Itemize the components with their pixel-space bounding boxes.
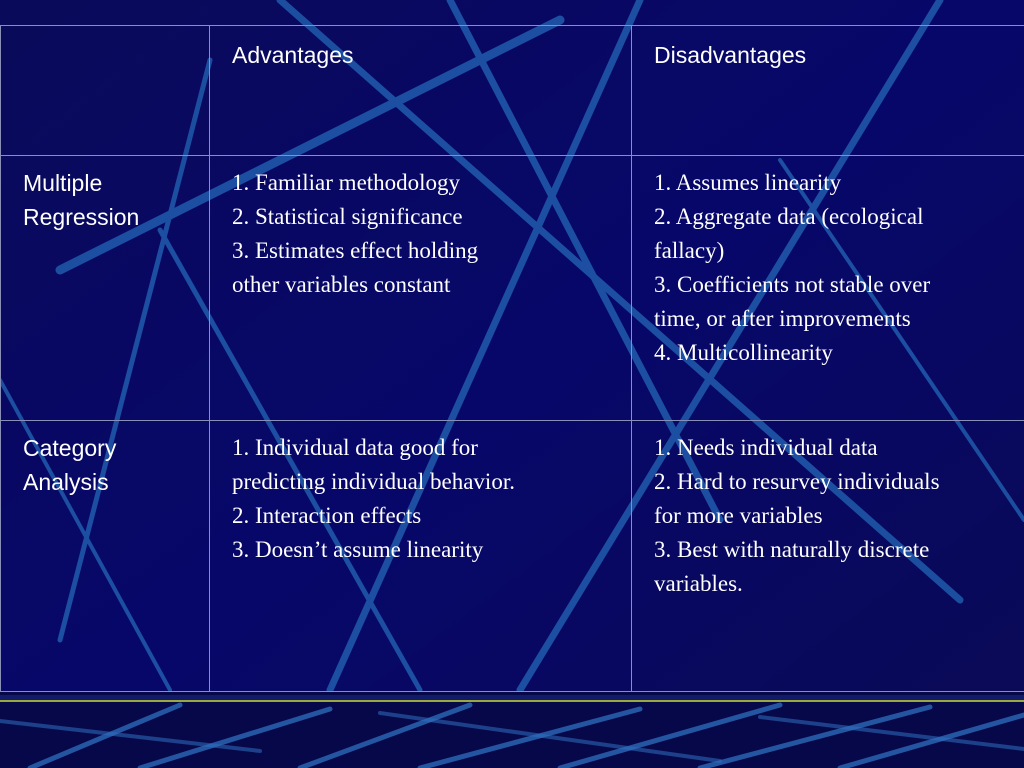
list-item: 3. Doesn’t assume linearity bbox=[232, 537, 484, 562]
bottom-decoration bbox=[0, 691, 1024, 768]
disadvantages-category-analysis bbox=[632, 421, 1024, 692]
advantages-category-analysis bbox=[210, 421, 632, 692]
header-empty-cell bbox=[1, 26, 210, 156]
list-item: predicting individual behavior. bbox=[232, 469, 515, 494]
list-item: other variables constant bbox=[232, 272, 451, 297]
table-header-row bbox=[1, 26, 1024, 156]
list-item: for more variables bbox=[654, 503, 823, 528]
list-item: 2. Statistical significance bbox=[232, 204, 463, 229]
list-item: 1. Individual data good for bbox=[232, 435, 478, 460]
list-item: 3. Best with naturally discrete bbox=[654, 537, 930, 562]
row-label-line: Analysis bbox=[23, 469, 109, 495]
advantages-multiple-regression bbox=[210, 156, 632, 421]
row-label-category-analysis bbox=[1, 421, 210, 692]
disadvantages-multiple-regression bbox=[632, 156, 1024, 421]
row-label-line: Regression bbox=[23, 204, 140, 230]
list-item: time, or after improvements bbox=[654, 306, 911, 331]
row-category-analysis bbox=[1, 421, 1024, 692]
row-label-line: Multiple bbox=[23, 170, 103, 196]
list-item: 2. Aggregate data (ecological bbox=[654, 204, 924, 229]
comparison-table bbox=[0, 25, 1024, 692]
row-label-line: Category bbox=[23, 435, 117, 461]
header-advantages: Advantages bbox=[210, 26, 632, 156]
row-label-multiple-regression bbox=[1, 156, 210, 421]
row-multiple-regression bbox=[1, 156, 1024, 421]
list-item: 1. Assumes linearity bbox=[654, 170, 842, 195]
list-item: 1. Familiar methodology bbox=[232, 170, 461, 195]
list-item: 4. Multicollinearity bbox=[654, 340, 833, 365]
list-item: variables. bbox=[654, 571, 743, 596]
list-item: 2. Interaction effects bbox=[232, 503, 422, 528]
list-item: 1. Needs individual data bbox=[654, 435, 878, 460]
list-item: fallacy) bbox=[654, 238, 725, 263]
header-disadvantages: Disadvantages bbox=[632, 26, 1024, 156]
list-item: 2. Hard to resurvey individuals bbox=[654, 469, 940, 494]
list-item: 3. Estimates effect holding bbox=[232, 238, 479, 263]
list-item: 3. Coefficients not stable over bbox=[654, 272, 931, 297]
